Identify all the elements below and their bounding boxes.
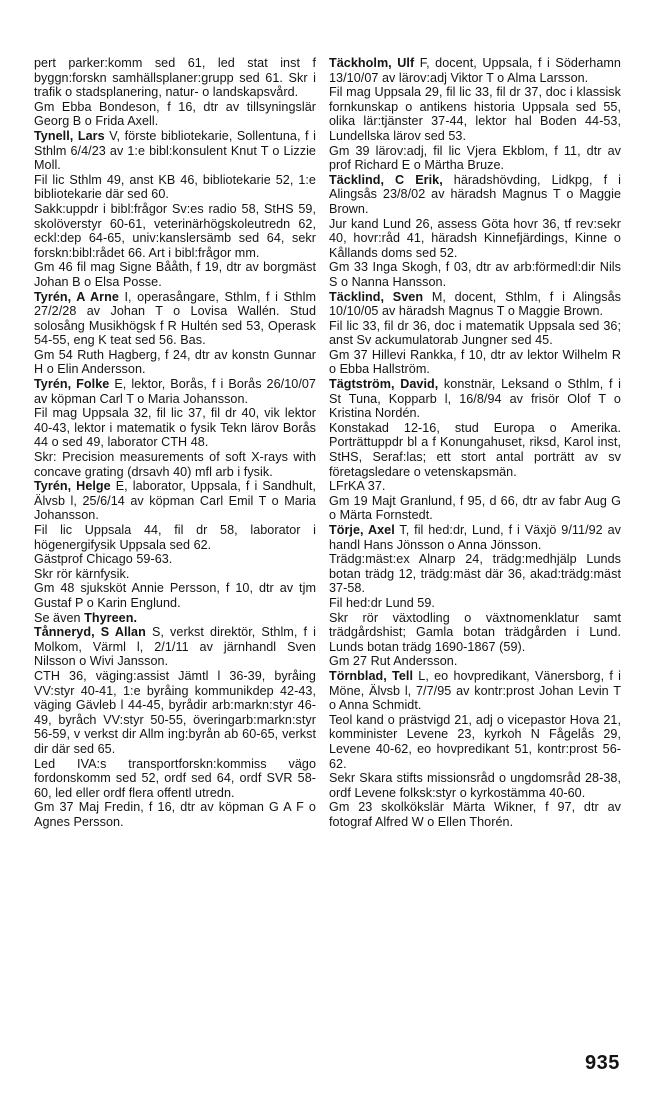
entry-name: Törje, Axel: [329, 523, 395, 537]
entry-paragraph: Fil lic Sthlm 49, anst KB 46, bibliotekarie 52, 1:e bibliotekarie där sed 60.: [34, 172, 316, 202]
entry-paragraph: Gm 37 Maj Fredin, f 16, dtr av köpman G A F o Agnes Persson.: [34, 800, 316, 829]
entry-paragraph: Gm 19 Majt Granlund, f 95, d 66, dtr av fabr Aug G o Märta Fornstedt.: [329, 493, 621, 523]
entry-paragraph: Jur kand Lund 26, assess Göta hovr 36, tf rev:sekr 40, hovr:råd 41, häradsh Kinnefjärdings, Kinne o Kållands doms sed 52.: [329, 216, 621, 260]
entry-name: Täcklind, C Erik,: [329, 172, 443, 187]
entry-tacklind-erik: [329, 173, 621, 217]
entry-tornblad: [329, 669, 621, 713]
entry-name: Tyrén, Folke: [34, 377, 110, 392]
entry-name: Tynell, Lars: [34, 128, 105, 143]
entry-name: Tyrén, Helge: [34, 479, 111, 494]
entry-torje: [329, 523, 621, 552]
entry-paragraph: Skr: Precision measurements of soft X-rays with concave grating (drsavh 40) mfl arb i fysik.: [34, 450, 316, 479]
entry-tyren-folke: [34, 377, 316, 406]
entry-paragraph: Gm 37 Hillevi Rankka, f 10, dtr av lektor Wilhelm R o Ebba Hallström.: [329, 347, 621, 377]
entry-name: Tånneryd, S Allan: [34, 625, 146, 640]
entry-paragraph: Gm Ebba Bondeson, f 16, dtr av tillsyningslär Georg B o Frida Axell.: [34, 99, 316, 129]
entry-name: Täckholm, Ulf: [329, 56, 415, 70]
entry-name: Törnblad, Tell: [329, 668, 414, 683]
entry-name: Tägtström, David,: [329, 377, 439, 392]
entry-paragraph: Gm 33 Inga Skogh, f 03, dtr av arb:förmedl:dir Nils S o Nanna Hansson.: [329, 260, 621, 289]
entry-paragraph: Fil lic 33, fil dr 36, doc i matematik Uppsala sed 36; anst Sv ackumulatorab Jungner sed 45.: [329, 318, 621, 348]
entry-tynell-lars: [34, 129, 316, 173]
entry-tyren-arne: [34, 290, 316, 348]
entry-paragraph: Gm 46 fil mag Signe Bååth, f 19, dtr av borgmäst Johan B o Elsa Posse.: [34, 260, 316, 289]
entry-text: T, fil hed:dr, Lund, f i Växjö 9/11/92 av handl Hans Jönsson o Anna Jönsson.: [329, 523, 621, 552]
entry-paragraph: Gm 39 lärov:adj, fil lic Vjera Ekblom, f 11, dtr av prof Richard E o Märtha Bruze.: [329, 143, 621, 173]
entry-paragraph: Skr rör växtodling o växtnomenklatur samt trädgårdshist; Gamla botan trädgården i Lund. Lunds botan trädg 1690-1867 (59).: [329, 610, 621, 654]
entry-paragraph: Teol kand o prästvigd 21, adj o vicepastor Hova 21, komminister Levene 23, kyrkoh N Fågelås 29, Levene 40-62, eo hovpredikant 51, kontr:prost 56-62.: [329, 712, 621, 771]
entry-paragraph: Gm 23 skolkökslär Märta Wikner, f 97, dtr av fotograf Alfred W o Ellen Thorén.: [329, 800, 621, 829]
entry-text: E, lektor, Borås, f i Borås 26/10/07 av köpman Carl T o Maria Johansson.: [34, 377, 316, 406]
cross-reference-prefix: Se även: [34, 610, 85, 625]
entry-paragraph: LFrKA 37.: [329, 479, 386, 494]
entry-paragraph: Fil lic Uppsala 44, fil dr 58, laborator i högenergifysik Uppsala sed 62.: [34, 523, 316, 552]
entry-text: S, verkst direktör, Sthlm, f i Molkom, Värml l, 2/1/11 av järnhandl Sven Nilsson o Wivi Jansson.: [34, 625, 316, 669]
entry-text: L, eo hovpredikant, Vänersborg, f i Möne, Älvsb l, 7/7/95 av kontr:prost Johan Levin T o Anna Schmidt.: [329, 668, 622, 713]
entry-name: Täcklind, Sven: [329, 289, 424, 304]
cross-reference-target: Thyreen.: [84, 610, 138, 625]
entry-tyren-helge: [34, 479, 316, 523]
entry-paragraph: Sakk:uppdr i bibl:frågor Sv:es radio 58, StHS 59, skolöverstyr 60-61, veterinärhögskoleutredn 62, eckl:dep 64-65, univ:kanslersämb sed 64, sekr forskn:bibl:rådet 66. Art i bibl:frågor mm.: [34, 201, 316, 260]
entry-paragraph: Fil mag Uppsala 32, fil lic 37, fil dr 40, vik lektor 40-43, lektor i matematik o fysik Tekn lärov Borås 44 o sed 49, laborator CTH 48.: [34, 406, 316, 450]
entry-paragraph: CTH 36, väging:assist Jämtl l 36-39, byråing VV:styr 40-41, 1:e byråing kommunikdep 42-43, väging Gävleb l 44-45, byrådir arb:markn:styr 46-49, byråch VV:styr 50-55, överingarb:markn:styr 56-59, v verkst dir Allm ing:byrån ab 60-65, verkst dir där sed 65.: [34, 668, 316, 756]
left-column: [34, 56, 316, 829]
entry-text: V, förste bibliotekarie, Sollentuna, f i Sthlm 6/4/23 av 1:e bibl:konsulent Knut T o Lizzie Moll.: [34, 128, 317, 173]
right-column: [329, 56, 621, 829]
entry-tanneryd: [34, 625, 316, 669]
entry-paragraph: Trädg:mäst:ex Alnarp 24, trädg:medhjälp Lunds botan trädg 12, trädg:mäst där 36, akad:trädg:mäst 37-58.: [329, 552, 621, 596]
entry-paragraph: Sekr Skara stifts missionsråd o ungdomsråd 28-38, ordf Levene folksk:styr o kyrkostämma 40-60.: [329, 771, 621, 800]
entry-text: F, docent, Uppsala, f i Söderhamn 13/10/07 av lärov:adj Viktor T o Alma Larsson.: [329, 56, 621, 85]
entry-paragraph: Gm 54 Ruth Hagberg, f 24, dtr av konstn Gunnar H o Elin Andersson.: [34, 347, 316, 377]
entry-paragraph: pert parker:komm sed 61, led stat inst f byggn:forskn samhällsplaner:grupp sed 61. Skr i trafik o stadsplanering, natur- o landskapsvård.: [34, 56, 316, 100]
entry-paragraph: Fil mag Uppsala 29, fil lic 33, fil dr 37, doc i klassisk fornkunskap o antikens historia Uppsala sed 55, olika lär:tjänster 37-44, lektor hal Boden 44-53, Lundellska lärov sed 53.: [329, 85, 621, 143]
entry-paragraph: Fil hed:dr Lund 59.: [329, 595, 435, 610]
entry-name: Tyrén, A Arne: [34, 289, 119, 304]
entry-paragraph: Led IVA:s transportforskn:kommiss vägo fordonskomm sed 52, ordf sed 64, ordf SVR 58-60, led eller ordf flera offentl utredn.: [34, 756, 316, 800]
entry-tacklind-sven: [329, 290, 621, 319]
entry-text: E, laborator, Uppsala, f i Sandhult, Älvsb l, 25/6/14 av köpman Carl Emil T o Maria Johansson.: [34, 479, 316, 523]
entry-text: konstnär, Leksand o Sthlm, f i St Tuna, Kopparb l, 16/8/94 av frisör Olof T o Kristina Nordén.: [329, 377, 621, 421]
cross-reference: [34, 611, 316, 626]
entry-paragraph: Skr rör kärnfysik.: [34, 566, 130, 581]
entry-text: I, operasångare, Sthlm, f i Sthlm 27/2/28 av Johan T o Lovisa Wallén. Stud solosång Musikhögsk f R Hultén sed 53, Operask 54-55, eng K teat sed 56. Bas.: [34, 289, 316, 348]
entry-text: M, docent, Sthlm, f i Alingsås 10/10/05 av häradsh Magnus T o Maggie Brown.: [329, 289, 621, 319]
entry-text: häradshövding, Lidkpg, f i Alingsås 23/8/02 av häradsh Magnus T o Maggie Brown.: [329, 172, 621, 216]
entry-paragraph: Gm 27 Rut Andersson.: [329, 654, 458, 669]
entry-paragraph: Gästprof Chicago 59-63.: [34, 552, 173, 567]
entry-paragraph: Gm 48 sjuksköt Annie Persson, f 10, dtr av tjm Gustaf P o Karin Englund.: [34, 581, 316, 610]
entry-tackholm: [329, 56, 621, 85]
entry-tagtstrom: [329, 377, 621, 421]
entry-paragraph: Konstakad 12-16, stud Europa o Amerika. Porträttuppdr bl a f Konungahuset, riksd, Karol inst, StHS, Seraf:las; ett stort antal porträtt av sv företagsledare o vetenskapsmän.: [329, 420, 621, 479]
page-number: 935: [585, 1052, 620, 1074]
